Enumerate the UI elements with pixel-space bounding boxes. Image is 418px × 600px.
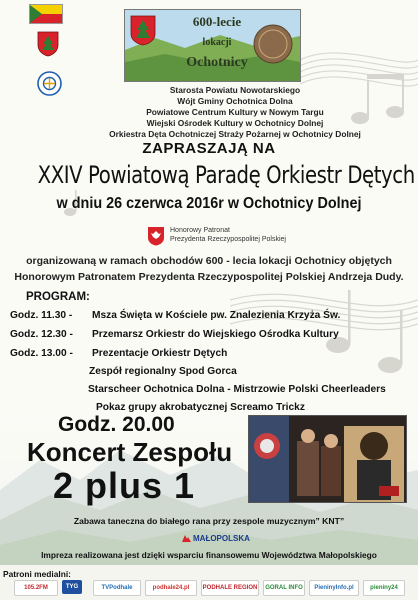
malopolska-logo-icon: [182, 533, 191, 542]
program-time: Godz. 11.30 -: [10, 310, 73, 321]
patronage-line: Honorowym Patronatem Prezydenta Rzeczypospolitej Polskiej Andrzeja Dudy.: [14, 271, 404, 283]
organizer: Starosta Powiatu Nowotarskiego: [169, 85, 301, 95]
program-item: [10, 348, 227, 359]
patronage-description: [0, 253, 418, 285]
organizer: Orkiestra Dęta Ochotniczej Straży Pożarnej w Ochotnicy Dolnej: [109, 129, 361, 139]
band-photo-image: [249, 416, 406, 502]
program-item: [10, 310, 340, 321]
program-sub-item: Pokaz grupy akrobatycznej Screamo Trickz: [96, 402, 305, 413]
concert-time: Godz. 20.00: [58, 413, 175, 436]
concert-band-name: 2 plus 1: [53, 465, 196, 506]
sponsor-region: MAŁOPOLSKA: [193, 534, 250, 543]
banner-line-2: lokacji: [202, 37, 232, 48]
media-logo: TVPodhale: [93, 580, 141, 596]
program-sub-item: Zespół regionalny Spod Gorca: [89, 366, 237, 377]
dance-party-note: Zabawa taneczna do białego rana przy zespole muzycznym” KNT”: [73, 516, 345, 526]
media-logo: 105.2FM: [14, 580, 58, 596]
patronage-badge-line-2: Prezydenta Rzeczypospolitej Polskiej: [170, 236, 286, 243]
program-heading: PROGRAM:: [26, 291, 90, 303]
banner-line-3: Ochotnicy: [186, 55, 248, 70]
concert-title: Koncert Zespołu: [27, 437, 233, 467]
funding-note: Impreza realizowana jest dzięki wsparciu finansowemu Województwa Małopolskiego: [41, 550, 377, 560]
patronage-badge-line-1: Honorowy Patronat: [170, 227, 230, 234]
program-time: Godz. 13.00 -: [10, 348, 73, 359]
presidential-eagle-icon: [147, 226, 165, 246]
organizer: Powiatowe Centrum Kultury w Nowym Targu: [146, 107, 324, 117]
patronage-badge: [170, 226, 286, 244]
organizer: Wiejski Ośrodek Kultury w Ochotnicy Dolnej: [146, 118, 324, 128]
media-logo: pieniny24: [363, 580, 405, 596]
program-time: Godz. 12.30 -: [10, 329, 73, 340]
cultural-centre-logo-icon: [37, 71, 62, 96]
media-logo: podhale24.pl: [145, 580, 197, 596]
program-item: [10, 329, 339, 340]
media-logo: GORAL INFO: [263, 580, 305, 596]
banner-line-1: 600-lecie: [192, 14, 242, 29]
anniversary-banner: [124, 9, 301, 82]
program-text: Prezentacje Orkiestr Dętych: [92, 348, 228, 359]
media-logo: TYG: [62, 580, 82, 594]
program-sub-item: Starscheer Ochotnica Dolna - Mistrzowie Polski Cheerleaders: [88, 384, 386, 395]
media-logo: PODHALE REGION: [201, 580, 259, 596]
patronage-line: organizowaną w ramach obchodów 600 - lecia lokacji Ochotnicy objętych: [26, 255, 392, 267]
media-patrons-label: Patroni medialni:: [3, 569, 71, 579]
program-text: Msza Święta w Kościele pw. Znalezienia Krzyża Św.: [92, 310, 341, 321]
organizer: Wójt Gminy Ochotnica Dolna: [177, 96, 293, 106]
invite-heading: ZAPRASZAJĄ NA: [142, 140, 276, 157]
county-crest-icon: [37, 31, 59, 57]
organizers-list: [60, 85, 410, 140]
program-text: Przemarsz Orkiestr do Wiejskiego Ośrodka Kultury: [92, 329, 339, 340]
band-photo: [248, 415, 407, 503]
regional-flag-icon: [29, 4, 63, 24]
event-title: XXIV Powiatową Paradę Orkiestr Dętych: [37, 161, 415, 189]
media-logo: PieninyInfo.pl: [309, 580, 359, 596]
event-date: w dniu 26 czerwca 2016r w Ochotnicy Dolnej: [56, 195, 362, 212]
